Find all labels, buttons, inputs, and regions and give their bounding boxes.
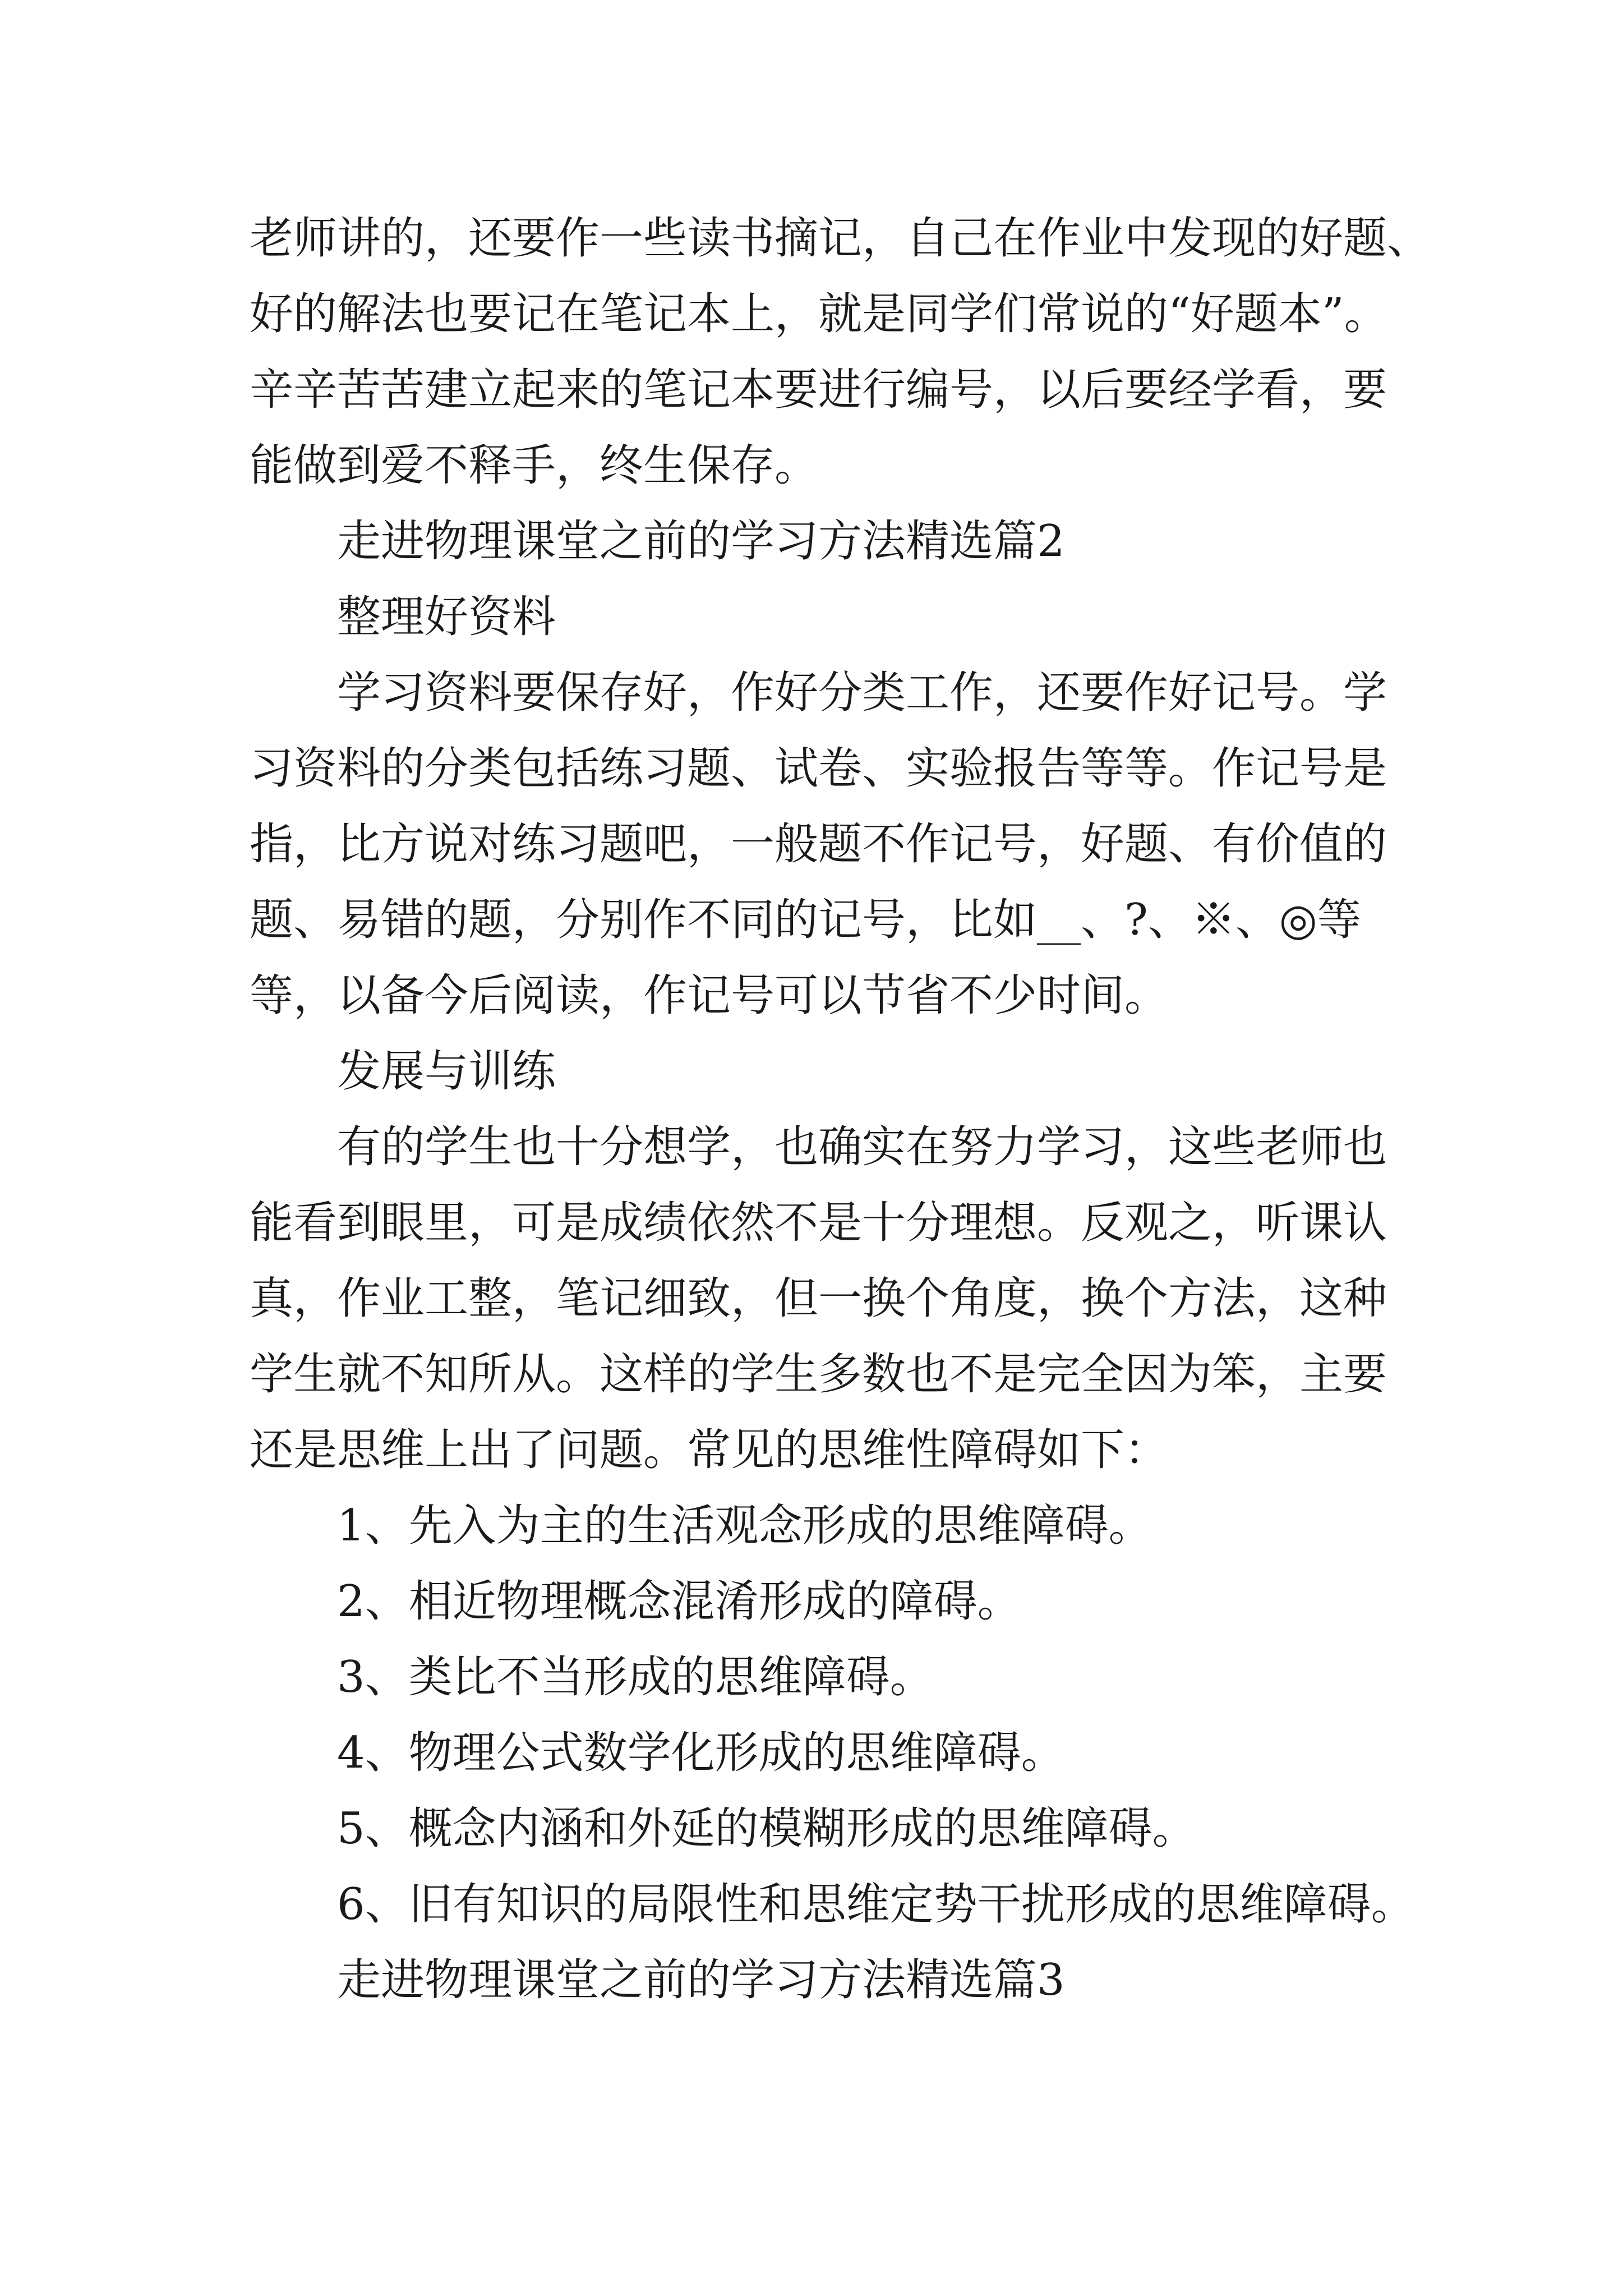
text-line: 学生就不知所从。这样的学生多数也不是完全因为笨，主要 <box>250 1349 1387 1400</box>
subheading: 整理好资料 <box>337 592 556 642</box>
text-line: 等，以备今后阅读，作记号可以节省不少时间。 <box>250 970 1169 1021</box>
section-heading: 走进物理课堂之前的学习方法精选篇3 <box>337 1955 1065 2005</box>
text-line: 还是思维上出了问题。常见的思维性障碍如下： <box>250 1425 1169 1475</box>
text-line: 好的解法也要记在笔记本上，就是同学们常说的“好题本”。 <box>250 289 1388 339</box>
text-line: 学习资料要保存好，作好分类工作，还要作好记号。学 <box>337 668 1387 718</box>
text-line: 真，作业工整，笔记细致，但一换个角度，换个方法，这种 <box>250 1273 1387 1324</box>
list-item: 2、相近物理概念混淆形成的障碍。 <box>337 1576 1021 1627</box>
text-line: 习资料的分类包括练习题、试卷、实验报告等等。作记号是 <box>250 743 1387 794</box>
list-item: 4、物理公式数学化形成的思维障碍。 <box>337 1728 1065 1778</box>
text-line: 老师讲的，还要作一些读书摘记，自己在作业中发现的好题、 <box>250 213 1431 264</box>
list-item: 1、先入为主的生活观念形成的思维障碍。 <box>337 1501 1152 1551</box>
list-item: 3、类比不当形成的思维障碍。 <box>337 1652 934 1703</box>
section-heading: 走进物理课堂之前的学习方法精选篇2 <box>337 516 1065 567</box>
text-line: 题、易错的题，分别作不同的记号，比如__、?、※、◎等 <box>250 895 1361 945</box>
subheading: 发展与训练 <box>337 1046 556 1097</box>
list-item: 5、概念内涵和外延的模糊形成的思维障碍。 <box>337 1803 1196 1854</box>
list-item: 6、旧有知识的局限性和思维定势干扰形成的思维障碍。 <box>337 1879 1415 1930</box>
text-line: 指，比方说对练习题吧，一般题不作记号，好题、有价值的 <box>250 819 1387 869</box>
text-line: 有的学生也十分想学，也确实在努力学习，这些老师也 <box>337 1122 1387 1172</box>
text-line: 能看到眼里，可是成绩依然不是十分理想。反观之，听课认 <box>250 1198 1387 1248</box>
document-body <box>250 201 1431 2018</box>
text-line: 辛辛苦苦建立起来的笔记本要进行编号，以后要经学看，要 <box>250 365 1387 415</box>
text-line: 能做到爱不释手，终生保存。 <box>250 440 819 491</box>
